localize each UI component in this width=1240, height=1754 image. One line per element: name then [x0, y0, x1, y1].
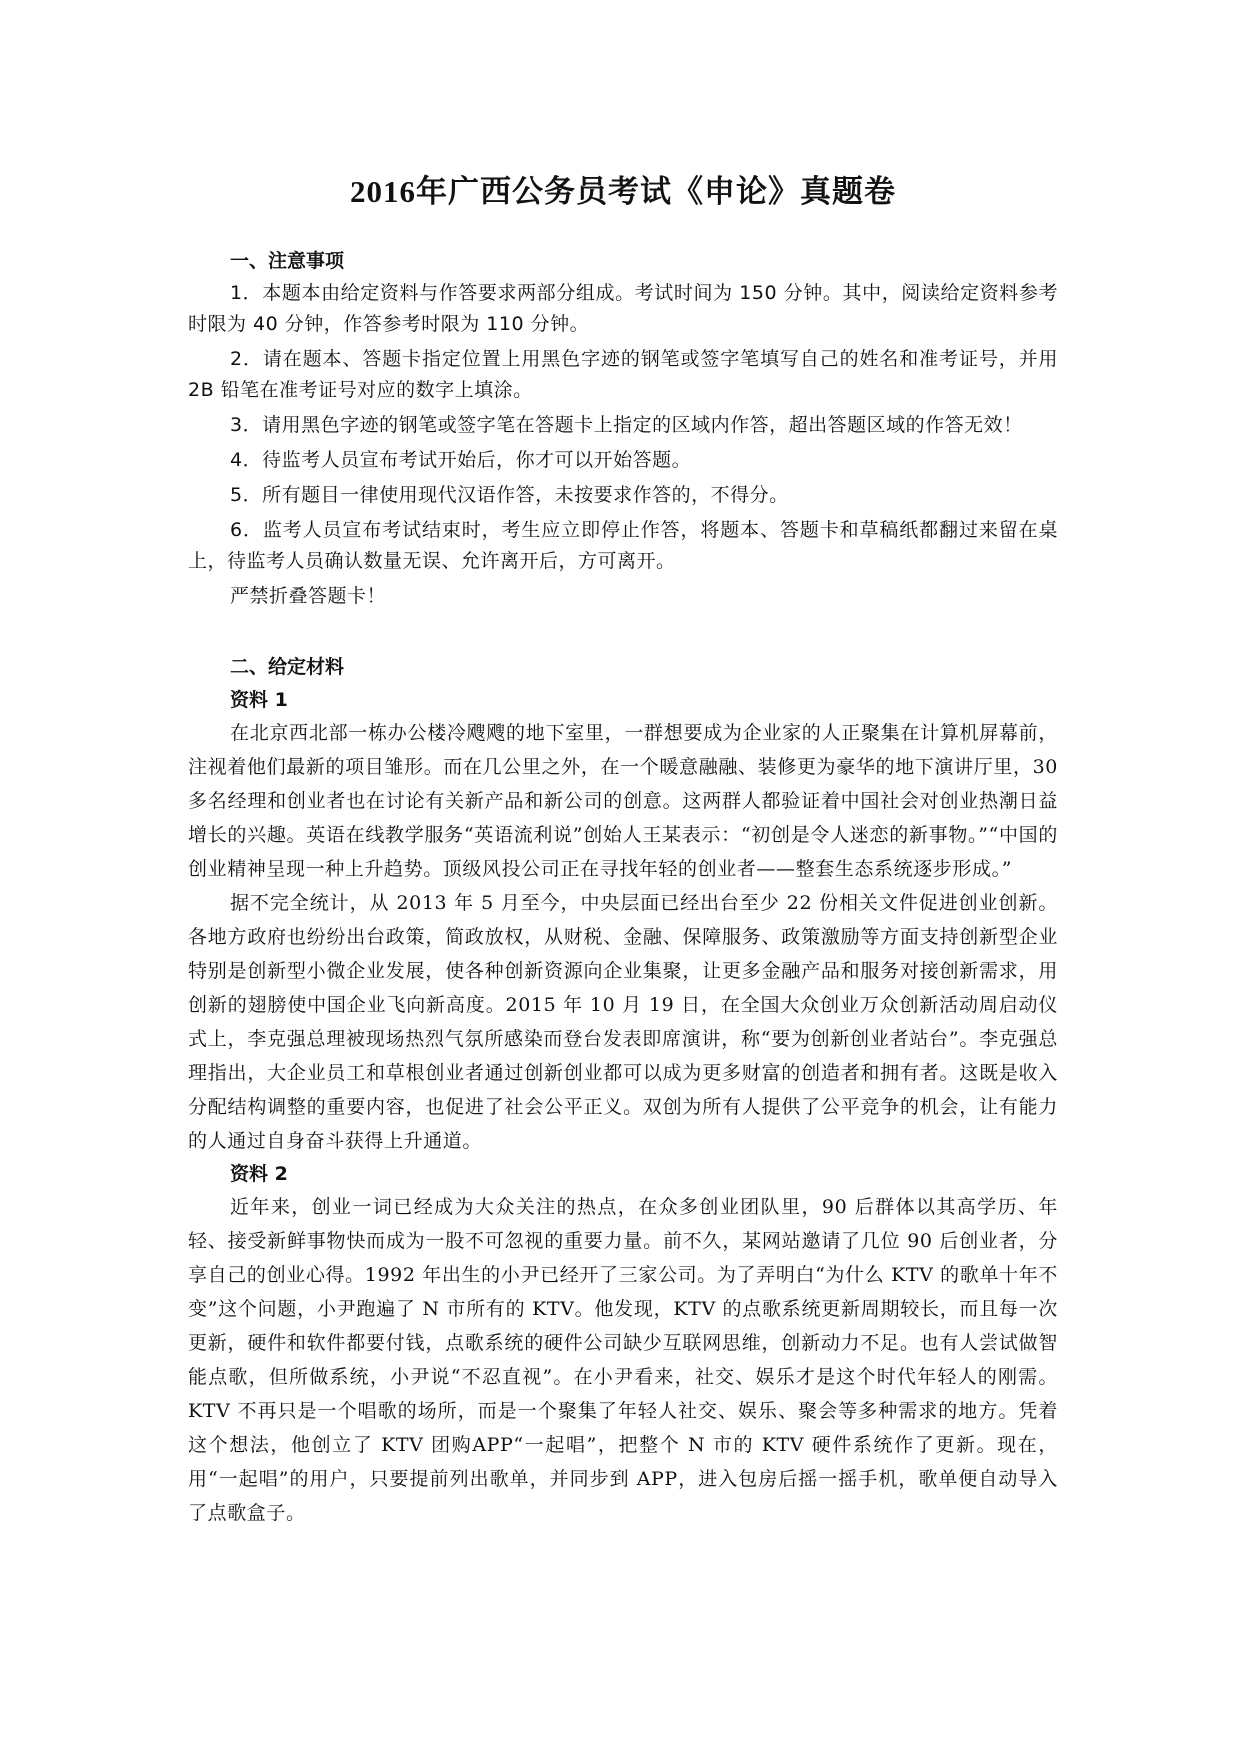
notice-item-4: 4．待监考人员宣布考试开始后，你才可以开始答题。 — [230, 449, 692, 471]
notice-item-1: 1．本题本由给定资料与作答要求两部分组成。考试时间为 150 分钟。其中，阅读给定资料参考时限为 40 分钟，作答参考时限为 110 分钟。 — [188, 282, 1058, 335]
notice-item-2: 2．请在题本、答题卡指定位置上用黑色字迹的钢笔或签字笔填写自己的姓名和准考证号，并用 2B 铅笔在准考证号对应的数字上填涂。 — [188, 348, 1058, 401]
notice-item-3: 3．请用黑色字迹的钢笔或签字笔在答题卡上指定的区域内作答，超出答题区域的作答无效！ — [230, 414, 1023, 436]
notice-item-5: 5．所有题目一律使用现代汉语作答，未按要求作答的，不得分。 — [230, 484, 789, 506]
section-gap — [188, 616, 1058, 650]
notice-item-6: 6．监考人员宣布考试结束时，考生应立即停止作答，将题本、答题卡和草稿纸都翻过来留在桌上，待监考人员确认数量无误、允许离开后，方可离开。 — [188, 519, 1058, 572]
document-title: 2016年广西公务员考试《申论》真题卷 — [350, 174, 896, 209]
section-heading-notes: 一、注意事项 — [230, 250, 345, 272]
material-1-label: 资料 1 — [230, 689, 288, 711]
document-page — [188, 170, 1058, 1530]
material-1-paragraph-2: 据不完全统计，从 2013 年 5 月至今，中央层面已经出台至少 22 份相关文件促进创业创新。各地方政府也纷纷出台政策，简政放权，从财税、金融、保障服务、政策激励等方面支持创新型企业特别是创新型小微企业发展，使各种创新资源向企业集聚，让更多金融产品和服务对接创新需求，用创新的翅膀使中国企业飞向新高度。2015 年 10 月 19 日，在全国大众创业万众创新活动周启动仪式上，李克强总理被现场热烈气氛所感染而登台发表即席演讲，称“要为创新创业者站台”。李克强总理指出，大企业员工和草根创业者通过创新创业都可以成为更多财富的创造者和拥有者。这既是收入分配结构调整的重要内容，也促进了社会公平正义。双创为所有人提供了公平竞争的机会，让有能力的人通过自身奋斗获得上升通道。 — [188, 892, 1058, 1152]
material-2-label: 资料 2 — [230, 1163, 288, 1185]
material-2-paragraph-1: 近年来，创业一词已经成为大众关注的热点，在众多创业团队里，90 后群体以其高学历、年轻、接受新鲜事物快而成为一股不可忽视的重要力量。前不久，某网站邀请了几位 90 后创业者，分享自己的创业心得。1992 年出生的小尹已经开了三家公司。为了弄明白“为什么 KTV 的歌单十年不变”这个问题，小尹跑遍了 N 市所有的 KTV。他发现，KTV 的点歌系统更新周期较长，而且每一次更新，硬件和软件都要付钱，点歌系统的硬件公司缺少互联网思维，创新动力不足。也有人尝试做智能点歌，但所做系统，小尹说“不忍直视”。在小尹看来，社交、娱乐才是这个时代年轻人的刚需。KTV 不再只是一个唱歌的场所，而是一个聚集了年轻人社交、娱乐、聚会等多种需求的地方。凭着这个想法，他创立了 KTV 团购APP“一起唱”，把整个 N 市的 KTV 硬件系统作了更新。现在，用“一起唱”的用户，只要提前列出歌单，并同步到 APP，进入包房后摇一摇手机，歌单便自动导入了点歌盒子。 — [188, 1196, 1058, 1524]
notice-warning: 严禁折叠答题卡！ — [230, 585, 387, 607]
section-heading-materials: 二、给定材料 — [230, 656, 345, 678]
material-1-paragraph-1: 在北京西北部一栋办公楼冷飕飕的地下室里，一群想要成为企业家的人正聚集在计算机屏幕前，注视着他们最新的项目雏形。而在几公里之外，在一个暖意融融、装修更为豪华的地下演讲厅里，30 多名经理和创业者也在讨论有关新产品和新公司的创意。这两群人都验证着中国社会对创业热潮日益增长的兴趣。英语在线教学服务“英语流利说”创始人王某表示：“初创是令人迷恋的新事物。”“中国的创业精神呈现一种上升趋势。顶级风投公司正在寻找年轻的创业者——整套生态系统逐步形成。” — [188, 722, 1058, 880]
